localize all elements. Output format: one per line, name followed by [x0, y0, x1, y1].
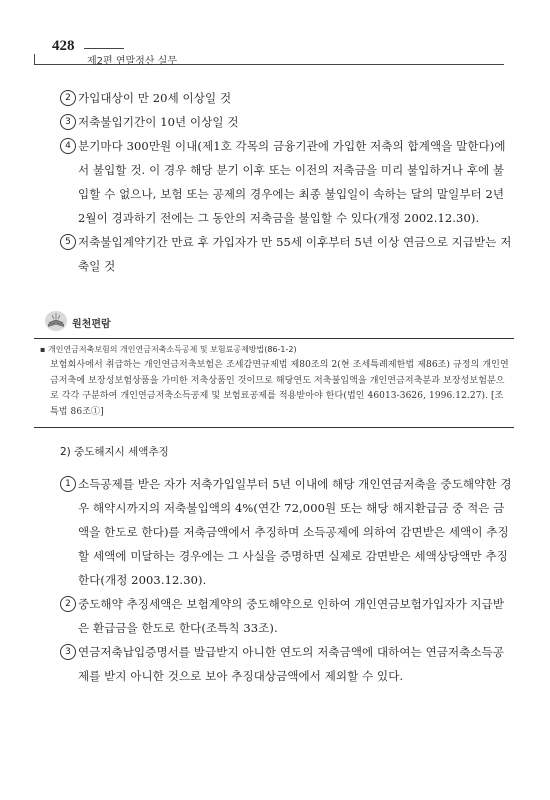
item-text: 저축불입계약기간 만료 후 가입자가 만 55세 이후부터 5년 이상 연금으로 지급받는 저축일 것: [78, 235, 512, 273]
list-item: [60, 230, 515, 278]
list-item: [60, 134, 515, 230]
note-rule-bottom: [34, 427, 514, 428]
book-icon: [44, 310, 68, 332]
item-number: 1: [60, 476, 76, 492]
header-rule-top: [84, 48, 124, 49]
item-number: 2: [60, 596, 76, 612]
note-rule-top: [34, 338, 514, 339]
chapter-title: 제2편 연말정산 실무: [87, 56, 177, 67]
list-item: [60, 472, 515, 592]
list-item: [60, 86, 515, 110]
note-title: 원천편람: [72, 319, 111, 330]
item-number: 3: [60, 114, 76, 130]
page-header: [34, 38, 504, 68]
condition-list: [60, 86, 515, 278]
note-heading: ▪ 개인연금저축보험의 개인연금저축소득공제 및 보험료공제방법(86-1-2): [40, 345, 297, 354]
item-text: 소득공제를 받은 자가 저축가입일부터 5년 이내에 해당 개인연금저축을 중도해약한 경우 해약시까지의 저축불입액의 4%(연간 72,000원 또는 해당 해지환급금 중 적은 금액을 한도로 한다)를 저축금액에서 추징하며 소득공제에 의하여 감면받은 세액이 추징할 세액에 미달하는 경우에는 그 사실을 증명하면 실제로 감면받은 세액상당액만 추징한다(개정 2003.12.30).: [78, 477, 512, 587]
item-text: 분기마다 300만원 이내(제1호 각목의 금융기관에 가입한 저축의 합계액을 말한다)에서 불입할 것. 이 경우 해당 분기 이후 또는 이전의 저축금을 미리 불입하거나 후에 불입할 수 없으나, 보험 또는 공제의 경우에는 최종 불입일이 속하는 달의 말일부터 2년 2월이 경과하기 전에는 그 동안의 저축금을 불입할 수 있다(개정 2002.12.30).: [78, 139, 506, 225]
item-number: 4: [60, 138, 76, 154]
item-text: 중도해약 추징세액은 보험계약의 중도해약으로 인하여 개인연금보험가입자가 지급받은 환급금을 한도로 한다(조특칙 33조).: [78, 597, 505, 635]
section-heading: 2) 중도해지시 세액추징: [60, 446, 169, 458]
note-body: 보험회사에서 취급하는 개인연금저축보험은 조세감면규제법 제80조의 2(현 조세특례제한법 제86조) 규정의 개인연금저축에 보장성보험상품을 가미한 저축상품인 것이므로 해당연도 저축불입액을 개인연금저축분과 보장성보험분으로 각각 구분하여 개인연금저축소득공제 및 보험료공제를 적용받아야 한다(법인 46013-3626, 1996.12.27). [조특법 86조①]: [50, 360, 509, 417]
list-item: [60, 592, 515, 640]
item-text: 가입대상이 만 20세 이상일 것: [78, 91, 232, 105]
item-number: 5: [60, 234, 76, 250]
penalty-list: [60, 472, 515, 688]
item-text: 저축불입기간이 10년 이상일 것: [78, 115, 239, 129]
list-item: [60, 110, 515, 134]
list-item: [60, 640, 515, 688]
item-text: 연금저축납입증명서를 발급받지 아니한 연도의 저축금액에 대하여는 연금저축소득공제를 받지 아니한 것으로 보아 추징대상금액에서 제외할 수 있다.: [78, 645, 505, 683]
page-number: 428: [52, 38, 75, 54]
item-number: 3: [60, 644, 76, 660]
item-number: 2: [60, 90, 76, 106]
